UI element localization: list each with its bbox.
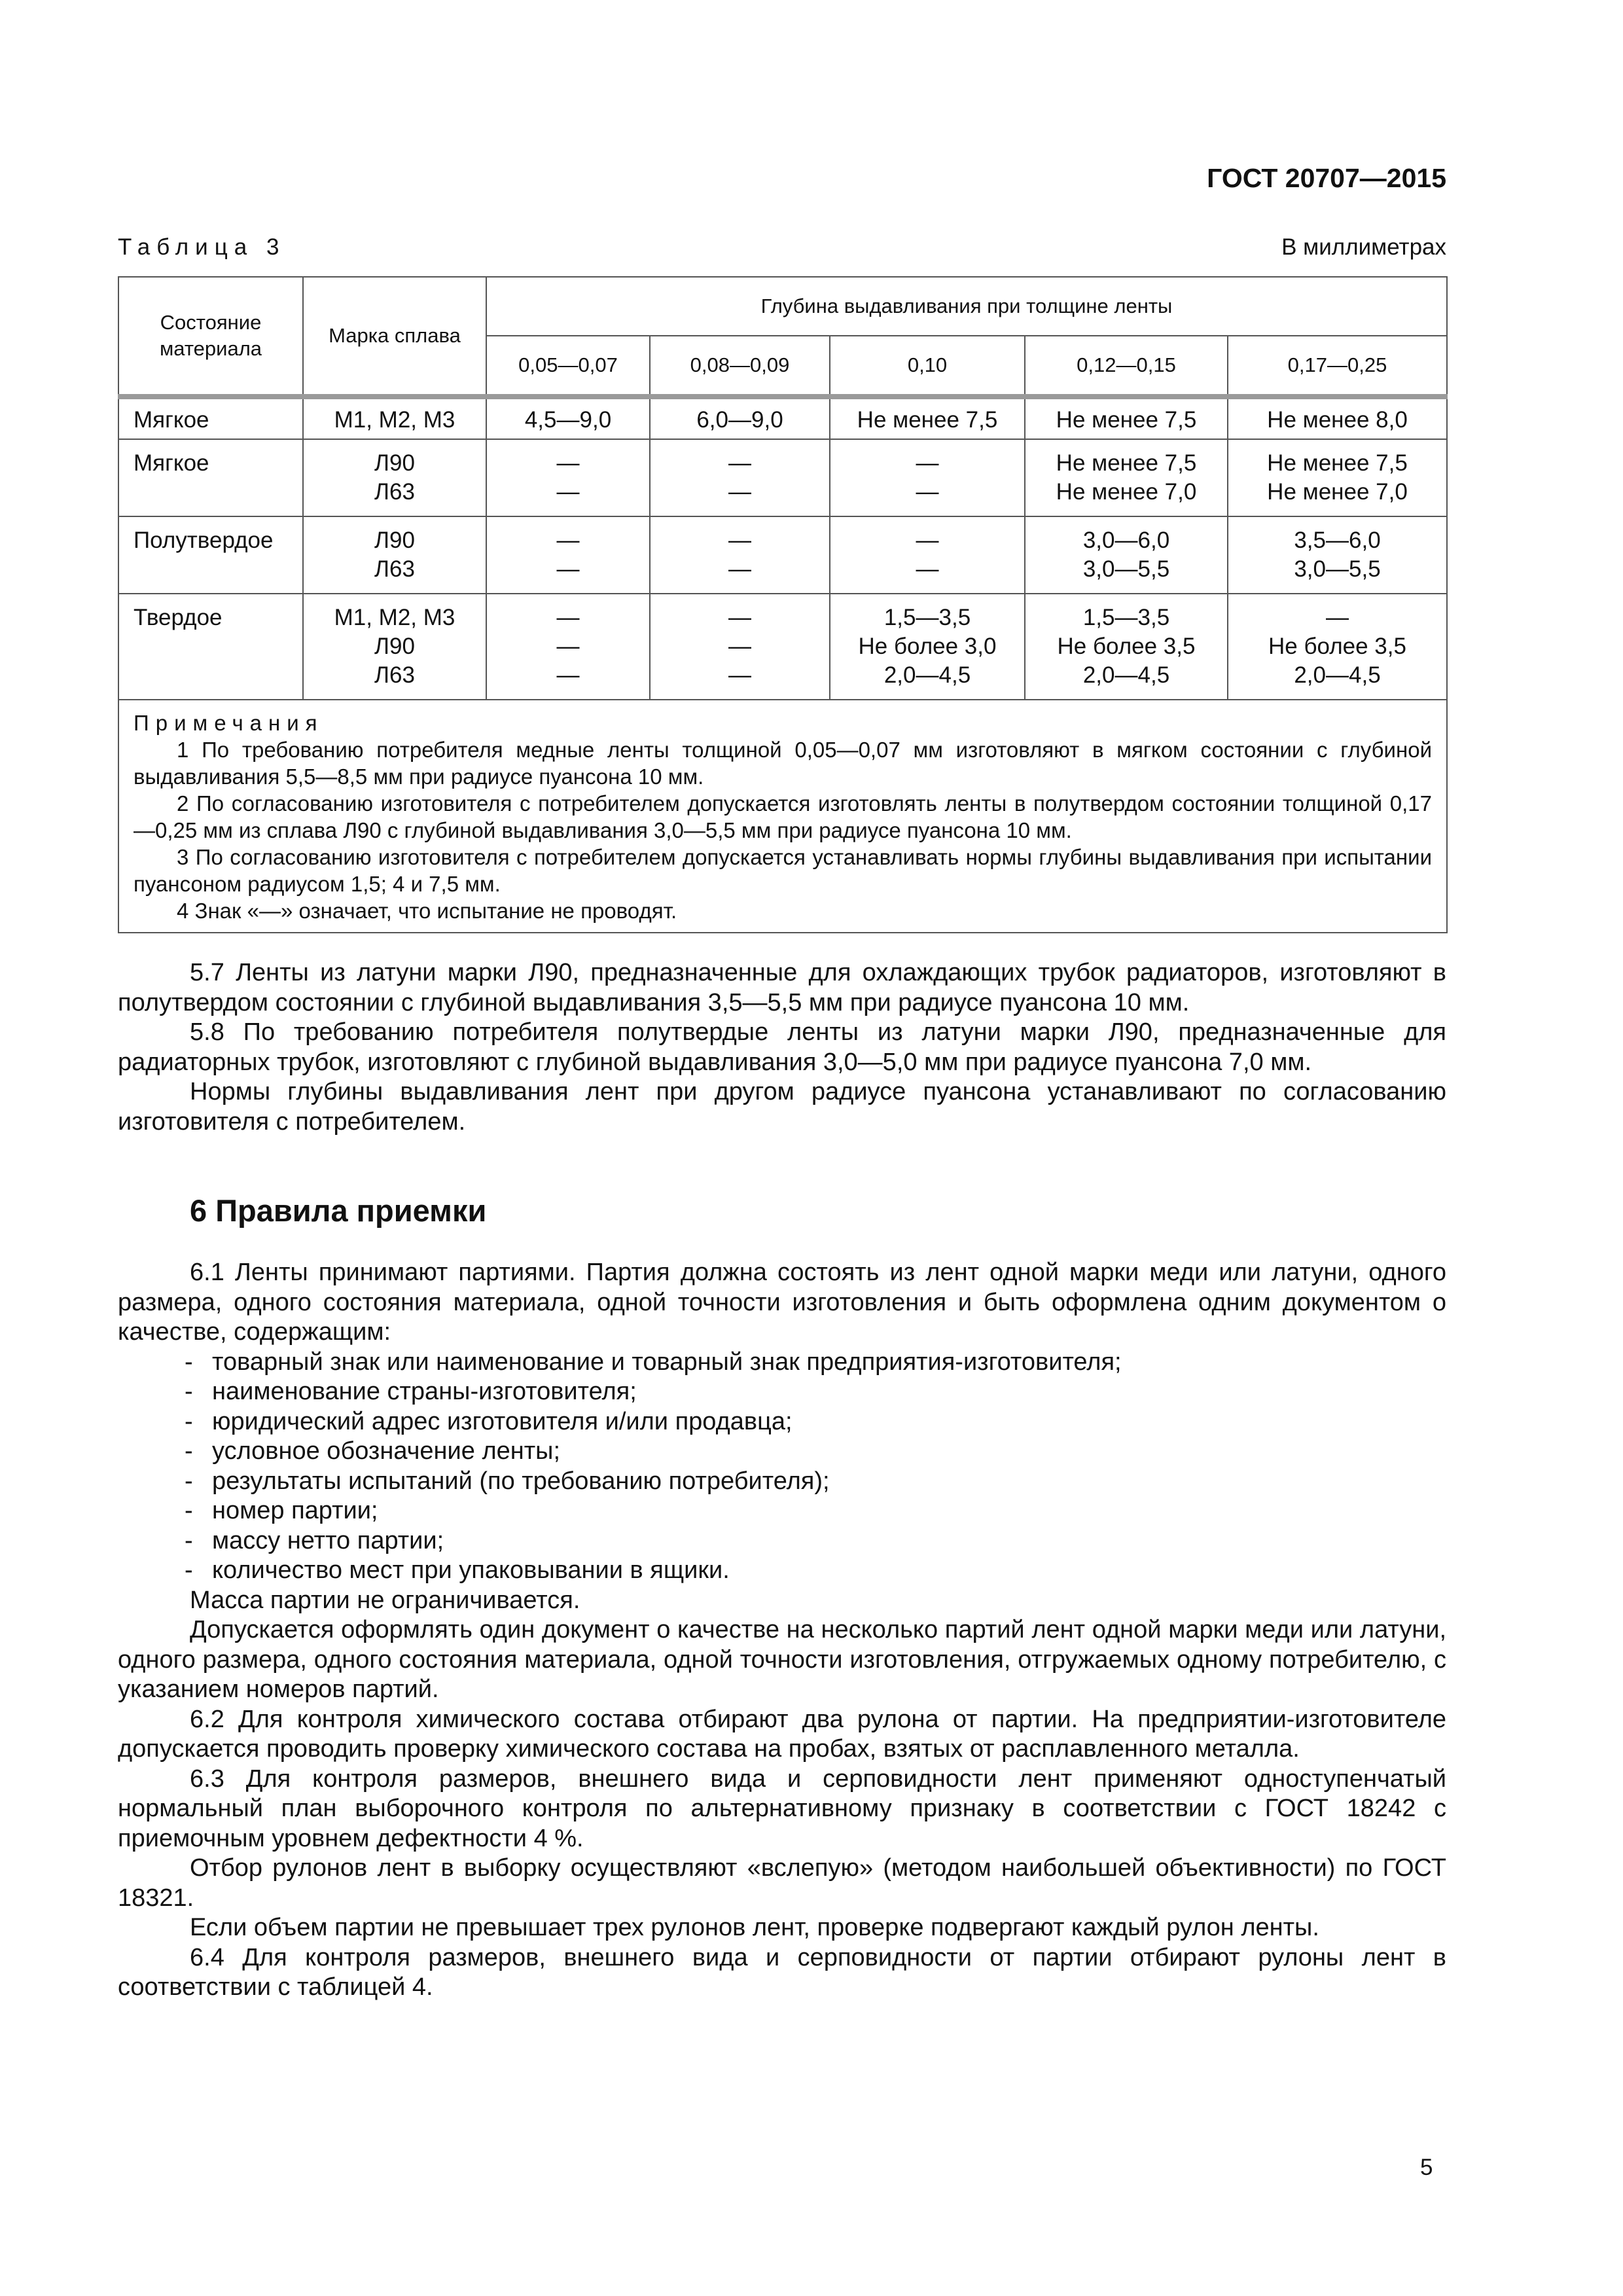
cell-value: Не менее 7,5 Не менее 7,0 xyxy=(1228,439,1447,516)
table-caption: Таблица 3 xyxy=(118,234,286,260)
header-thickness: 0,05—0,07 xyxy=(486,336,650,397)
mass-statement: Масса партии не ограничивается. xyxy=(190,1586,580,1614)
cell-state: Мягкое xyxy=(118,439,303,516)
table-units: В миллиметрах xyxy=(1281,234,1446,260)
cell-value: 6,0—9,0 xyxy=(650,397,830,439)
list-item: - условное обозначение ленты; xyxy=(185,1437,561,1465)
clause-6-1: 6.1 Ленты принимают партиями. Партия должна состоять из лент одной марки меди или латуни, одного размера, одного состояния материала, одной точности изготовления и быть оформлена одним документом о качестве, содержащим: xyxy=(118,1259,1446,1346)
cell-value: 3,5—6,0 3,0—5,5 xyxy=(1228,516,1447,594)
cell-value: 3,0—6,0 3,0—5,5 xyxy=(1025,516,1228,594)
note-item: 2 По согласованию изготовителя с потребителем допускается изготовлять ленты в полутвердом состоянии толщиной 0,17—0,25 мм из сплава Л90 с глубиной выдавливания 3,0—5,5 мм при радиусе пуансона 10 мм. xyxy=(134,791,1432,842)
sampling-statement: Отбор рулонов лент в выборку осуществляют «вслепую» (методом наибольшей объективности) по ГОСТ 18321. xyxy=(118,1854,1446,1912)
clause-6-2: 6.2 Для контроля химического состава отбирают два рулона от партии. На предприятии-изготовителе допускается проводить проверку химического состава на пробах, взятых от расплавленного металла. xyxy=(118,1705,1446,1763)
cell-value: — — — xyxy=(650,594,830,700)
header-depth-group: Глубина выдавливания при толщине ленты xyxy=(486,277,1447,336)
header-thickness: 0,08—0,09 xyxy=(650,336,830,397)
cell-state: Твердое xyxy=(118,594,303,700)
table-row xyxy=(118,439,1447,516)
cell-alloy: Л90 Л63 xyxy=(303,439,486,516)
cell-alloy: М1, М2, М3 xyxy=(303,397,486,439)
note-item: 4 Знак «—» означает, что испытание не проводят. xyxy=(177,899,677,923)
cell-value: — — xyxy=(830,439,1025,516)
section-heading: 6 Правила приемки xyxy=(190,1193,487,1228)
list-item: - товарный знак или наименование и товарный знак предприятия-изготовителя; xyxy=(185,1348,1122,1376)
clauses-5-7-5-8 xyxy=(118,958,1446,1137)
list-item: - результаты испытаний (по требованию потребителя); xyxy=(185,1467,830,1495)
cell-alloy: М1, М2, М3 Л90 Л63 xyxy=(303,594,486,700)
header-thickness: 0,10 xyxy=(830,336,1025,397)
table-row xyxy=(118,516,1447,594)
table-row xyxy=(118,397,1447,439)
list-item: - наименование страны-изготовителя; xyxy=(185,1378,637,1405)
cell-value: — — xyxy=(830,516,1025,594)
cell-value: Не менее 7,5 Не менее 7,0 xyxy=(1025,439,1228,516)
cell-value: — — xyxy=(650,439,830,516)
cell-value: Не менее 7,5 xyxy=(830,397,1025,439)
batch-size-statement: Если объем партии не превышает трех рулонов лент, проверке подвергают каждый рулон ленты. xyxy=(190,1914,1319,1941)
list-item: - номер партии; xyxy=(185,1497,378,1524)
cell-state: Полутвердое xyxy=(118,516,303,594)
notes-title: Примечания xyxy=(134,711,324,735)
depth-table xyxy=(118,276,1448,933)
cell-value: 1,5—3,5 Не более 3,5 2,0—4,5 xyxy=(1025,594,1228,700)
clause-6-3: 6.3 Для контроля размеров, внешнего вида и серповидности лент применяют одноступенчатый нормальный план выборочного контроля по альтернативному признаку в соответствии с ГОСТ 18242 с приемочным уровнем дефектности 4 %. xyxy=(118,1765,1446,1852)
header-alloy: Марка сплава xyxy=(303,277,486,397)
clause-6-4: 6.4 Для контроля размеров, внешнего вида и серповидности от партии отбирают рулоны лент в соответствии с таблицей 4. xyxy=(118,1943,1446,2001)
cell-value: — — xyxy=(486,516,650,594)
table-notes-row xyxy=(118,700,1447,933)
list-item: - юридический адрес изготовителя и/или продавца; xyxy=(185,1407,793,1435)
clause-5-8: 5.8 По требованию потребителя полутвердые ленты из латуни марки Л90, предназначенные для радиаторных трубок, изготовляют с глубиной выдавливания 3,0—5,0 мм при радиусе пуансона 7,0 мм. xyxy=(118,1018,1446,1076)
table-row xyxy=(118,594,1447,700)
cell-value: Не менее 7,5 xyxy=(1025,397,1228,439)
clause-5-7: 5.7 Ленты из латуни марки Л90, предназначенные для охлаждающих трубок радиаторов, изготовляют в полутвердом состоянии с глубиной выдавливания 3,5—5,5 мм при радиусе пуансона 10 мм. xyxy=(118,959,1446,1016)
document-id: ГОСТ 20707—2015 xyxy=(1207,163,1446,193)
cell-value: — — — xyxy=(486,594,650,700)
cell-value: — Не более 3,5 2,0—4,5 xyxy=(1228,594,1447,700)
cell-value: Не менее 8,0 xyxy=(1228,397,1447,439)
header-state: Состояние материала xyxy=(118,277,303,397)
cell-state: Мягкое xyxy=(118,397,303,439)
table-notes xyxy=(118,700,1447,933)
document-statement: Допускается оформлять один документ о качестве на несколько партий лент одной марки меди или латуни, одного размера, одного состояния материала, одной точности изготовления, отгружаемых одному потребителю, с указанием номеров партий. xyxy=(118,1616,1446,1703)
list-item: - массу нетто партии; xyxy=(185,1526,444,1554)
page-number: 5 xyxy=(1420,2155,1433,2180)
list-item: - количество мест при упаковывании в ящики. xyxy=(185,1556,730,1584)
clause-note: Нормы глубины выдавливания лент при другом радиусе пуансона устанавливают по согласованию изготовителя с потребителем. xyxy=(118,1078,1446,1136)
note-item: 1 По требованию потребителя медные ленты толщиной 0,05—0,07 мм изготовляют в мягком состоянии с глубиной выдавливания 5,5—8,5 мм при радиусе пуансона 10 мм. xyxy=(134,738,1432,789)
cell-value: — — xyxy=(486,439,650,516)
header-thickness: 0,17—0,25 xyxy=(1228,336,1447,397)
cell-value: — — xyxy=(650,516,830,594)
cell-alloy: Л90 Л63 xyxy=(303,516,486,594)
cell-value: 1,5—3,5 Не более 3,0 2,0—4,5 xyxy=(830,594,1025,700)
section-6-body xyxy=(118,1258,1446,2003)
note-item: 3 По согласованию изготовителя с потребителем допускается устанавливать нормы глубины выдавливания при испытании пуансоном радиусом 1,5; 4 и 7,5 мм. xyxy=(134,845,1432,896)
header-thickness: 0,12—0,15 xyxy=(1025,336,1228,397)
requirements-list xyxy=(118,1348,1446,1586)
cell-value: 4,5—9,0 xyxy=(486,397,650,439)
